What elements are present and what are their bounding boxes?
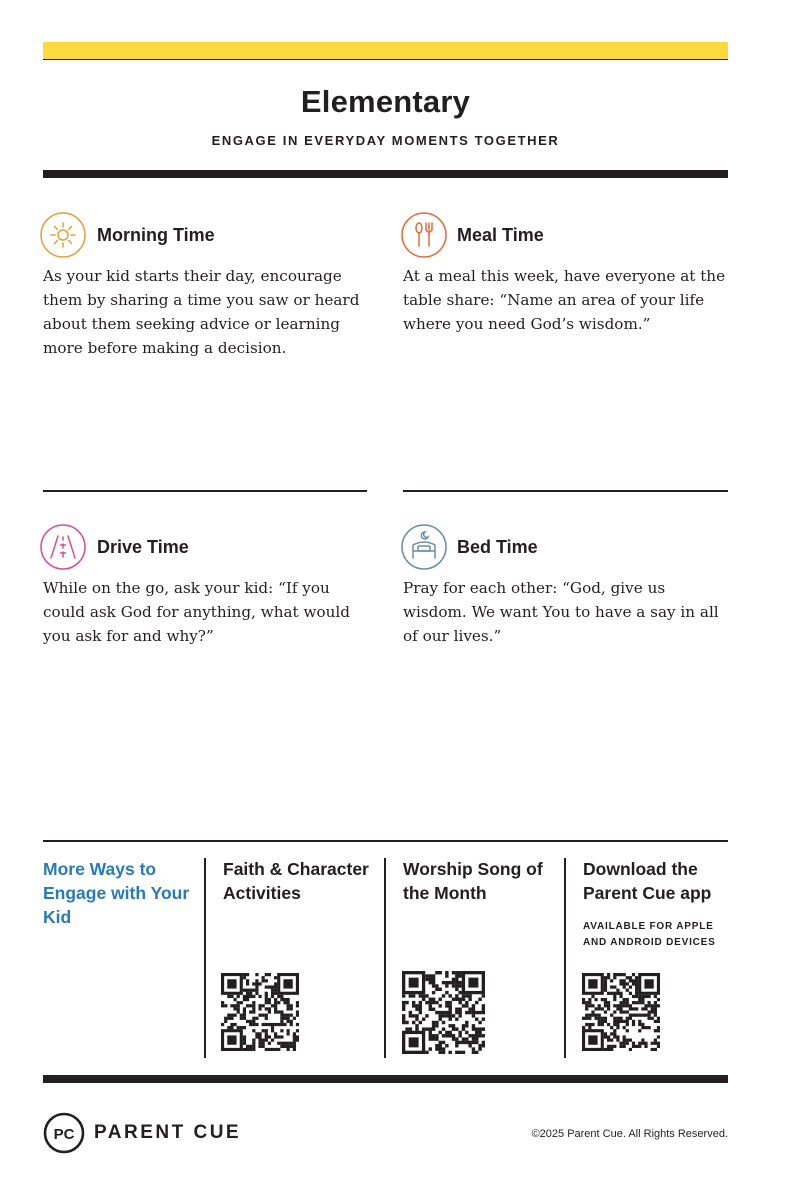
utensils-icon xyxy=(401,212,447,258)
header-yellow-bar xyxy=(43,42,728,59)
brand-name: PARENT CUE xyxy=(94,1122,242,1143)
parent-cue-logo-mark xyxy=(43,1112,85,1154)
section-drive xyxy=(40,524,86,575)
copyright: ©2025 Parent Cue. All Rights Reserved. xyxy=(531,1128,728,1140)
worship-song-heading: Worship Song of the Month xyxy=(403,859,543,903)
bed-body: Pray for each other: “God, give us wisdom. We want You to have a say in all of our lives.” xyxy=(403,579,719,645)
morning-body: As your kid starts their day, encourage them by sharing a time you saw or heard about them seeking advice or learning more before making a decision. xyxy=(43,267,360,357)
parent-cue-logo xyxy=(43,1112,85,1159)
header-rule xyxy=(43,59,728,60)
worship-song-qr-code[interactable] xyxy=(402,971,485,1054)
logo-mark-text: PC xyxy=(53,1126,75,1143)
section-morning xyxy=(40,212,86,263)
more-ways-heading: More Ways to Engage with Your Kid xyxy=(43,859,190,927)
download-app-qr-code[interactable] xyxy=(582,973,660,1051)
section-meal xyxy=(401,212,447,263)
page-title: Elementary xyxy=(300,84,471,119)
footer-thick-rule xyxy=(43,1075,728,1083)
page-subtitle: ENGAGE IN EVERYDAY MOMENTS TOGETHER xyxy=(211,133,560,148)
sun-icon xyxy=(40,212,86,258)
footer-column-divider-1 xyxy=(204,858,206,1058)
footer-column-divider-3 xyxy=(564,858,566,1058)
footer-column-divider-2 xyxy=(384,858,386,1058)
bed-title: Bed Time xyxy=(457,537,538,557)
meal-body: At a meal this week, have everyone at the table share: “Name an area of your life where you need God’s wisdom.” xyxy=(403,267,726,333)
drive-title: Drive Time xyxy=(97,537,189,557)
header-divider xyxy=(43,170,728,178)
divider-right xyxy=(403,490,728,492)
faith-activities-qr-code[interactable] xyxy=(221,973,299,1051)
bed-moon-icon xyxy=(401,524,447,570)
faith-activities-heading: Faith & Character Activities xyxy=(223,859,369,903)
devices-line-2: AND ANDROID DEVICES xyxy=(583,937,716,948)
footer-divider xyxy=(43,840,728,842)
section-bed xyxy=(401,524,447,575)
devices-line-1: AVAILABLE FOR APPLE xyxy=(583,921,714,932)
meal-title: Meal Time xyxy=(457,225,544,245)
drive-body: While on the go, ask your kid: “If you could ask God for anything, what would you ask for and why?” xyxy=(43,579,350,645)
download-app-heading: Download the Parent Cue app xyxy=(583,859,712,903)
divider-left xyxy=(43,490,367,492)
morning-title: Morning Time xyxy=(97,225,215,245)
road-icon xyxy=(40,524,86,570)
